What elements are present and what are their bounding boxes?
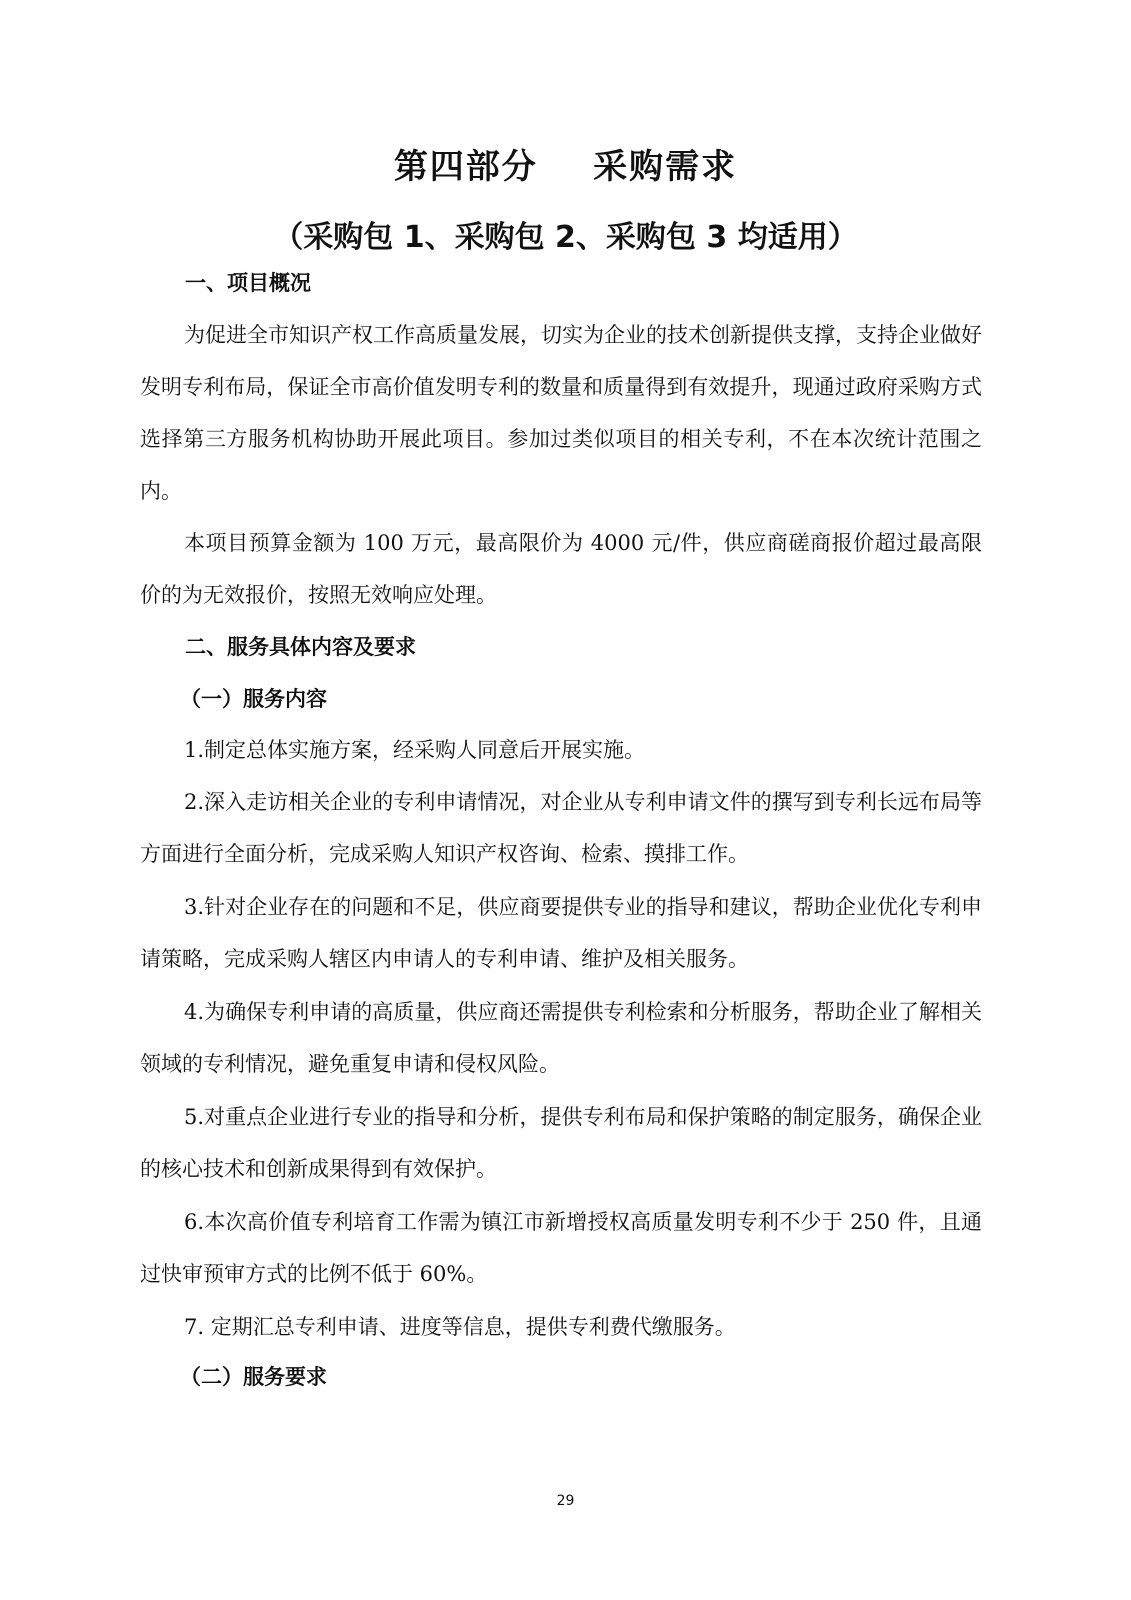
list-item: 4.为确保专利申请的高质量，供应商还需提供专利检索和分析服务，帮助企业了解相关领域的专利情况，避免重复申请和侵权风险。 — [140, 1000, 982, 1076]
list-item: 1.制定总体实施方案，经采购人同意后开展实施。 — [184, 738, 646, 762]
list-item: 6.本次高价值专利培育工作需为镇江市新增授权高质量发明专利不少于 250 件，且通过快审预审方式的比例不低于 60%。 — [140, 1210, 982, 1286]
paragraph-budget: 本项目预算金额为 100 万元，最高限价为 4000 元/件，供应商磋商报价超过最高限价的为无效报价，按照无效响应处理。 — [140, 531, 982, 607]
list-item: 5.对重点企业进行专业的指导和分析，提供专利布局和保护策略的制定服务，确保企业的核心技术和创新成果得到有效保护。 — [140, 1105, 982, 1181]
subsection-heading-requirements: （二）服务要求 — [180, 1365, 327, 1389]
list-item: 7. 定期汇总专利申请、进度等信息，提供专利费代缴服务。 — [184, 1315, 736, 1339]
paragraph-overview: 为促进全市知识产权工作高质量发展，切实为企业的技术创新提供支撑，支持企业做好发明专利布局，保证全市高价值发明专利的数量和质量得到有效提升，现通过政府采购方式选择第三方服务机构协助开展此项目。参加过类似项目的相关专利，不在本次统计范围之内。 — [140, 323, 982, 503]
page-title: 第四部分 采购需求 — [393, 147, 738, 187]
section-heading-overview: 一、项目概况 — [185, 271, 311, 295]
subsection-heading-content: （一）服务内容 — [180, 687, 327, 711]
section-heading-service: 二、服务具体内容及要求 — [185, 635, 416, 659]
page-number: 29 — [556, 1493, 575, 1509]
list-item: 3.针对企业存在的问题和不足，供应商要提供专业的指导和建议，帮助企业优化专利申请策略，完成采购人辖区内申请人的专利申请、维护及相关服务。 — [140, 895, 982, 971]
list-item: 2.深入走访相关企业的专利申请情况，对企业从专利申请文件的撰写到专利长远布局等方面进行全面分析，完成采购人知识产权咨询、检索、摸排工作。 — [140, 790, 982, 866]
page-subtitle: （采购包 1、采购包 2、采购包 3 均适用） — [273, 220, 858, 255]
